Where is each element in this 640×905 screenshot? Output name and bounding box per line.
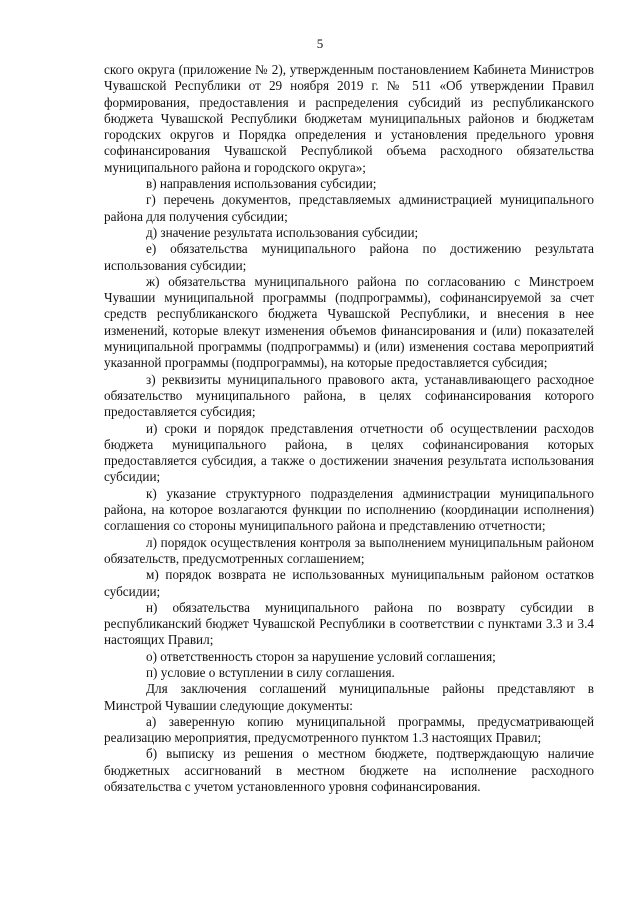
paragraph-continuation: ского округа (приложение № 2), утвержденным постановлением Кабинета Министров Чувашской Республики от 29 ноября 2019 г. № 511 «Об утверждении Правил формирования, предоставления и распределения субсидий из республиканского бюджета Чувашской Республики бюджетам муниципальных районов и бюджетам городских округов и Порядка определения и установления предельного уровня софинансирования Чувашской Республикой объема расходного обязательства муниципального района и городского округа»; (104, 62, 594, 175)
paragraph-document-b: б) выписку из решения о местном бюджете, подтверждающую наличие бюджетных ассигнований в местном бюджете на исполнение расходного обязательства с учетом установленного уровня софинансирования. (104, 746, 594, 795)
paragraph-document-a: а) заверенную копию муниципальной программы, предусматривающей реализацию мероприятия, предусмотренного пунктом 1.3 настоящих Правил; (104, 713, 594, 746)
paragraph-item-e: е) обязательства муниципального района по достижению результата использования субсидии; (104, 241, 594, 273)
page-number: 5 (316, 36, 324, 51)
paragraph-item-m: м) порядок возврата не использованных муниципальным районом остатков субсидии; (104, 567, 594, 599)
paragraph-item-k: к) указание структурного подразделения администрации муниципального района, на которое возлагаются функции по исполнению (координации исполнения) соглашения со стороны муниципального района и представлению отчетности; (104, 485, 594, 534)
document-body (104, 62, 594, 795)
paragraph-item-d: д) значение результата использования субсидии; (146, 224, 419, 240)
paragraph-item-i: и) сроки и порядок представления отчетности об осуществлении расходов бюджета муниципального района, в целях софинансирования которых предоставляется субсидия, а также о достижении значения результата использования субсидии; (104, 420, 594, 485)
paragraph-item-zh: ж) обязательства муниципального района по согласованию с Минстроем Чувашии муниципальной программы (подпрограммы), софинансируемой за счет средств республиканского бюджета Чувашской Республики, и внесения в нее изменений, которые влекут изменения объемов финансирования и (или) показателей муниципальной программы (подпрограммы) и (или) изменения состава мероприятий указанной программы (подпрограммы), на которые предоставляется субсидия; (104, 273, 594, 371)
paragraph-item-p: п) условие о вступлении в силу соглашения. (146, 664, 395, 680)
paragraph-item-z: з) реквизиты муниципального правового акта, устанавливающего расходное обязательство муниципального района, в целях софинансирования которого предоставляется субсидия; (104, 371, 594, 420)
paragraph-item-l: л) порядок осуществления контроля за выполнением муниципальным районом обязательств, предусмотренных соглашением; (104, 534, 594, 566)
paragraph-documents-intro: Для заключения соглашений муниципальные районы представляют в Минстрой Чувашии следующие документы: (104, 681, 594, 713)
paragraph-item-n: н) обязательства муниципального района по возврату субсидии в республиканский бюджет Чувашской Республики в соответствии с пунктами 3.3 и 3.4 настоящих Правил; (104, 599, 594, 648)
paragraph-item-o: о) ответственность сторон за нарушение условий соглашения; (146, 648, 496, 664)
paragraph-item-g: г) перечень документов, представляемых администрацией муниципального района для получения субсидии; (104, 192, 594, 224)
paragraph-item-v: в) направления использования субсидии; (146, 176, 377, 192)
